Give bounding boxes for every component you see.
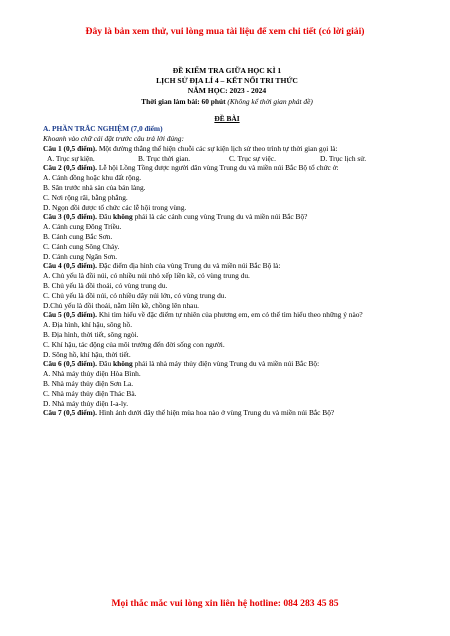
- hotline-banner: Mọi thắc mắc vui lòng xin liên hệ hotline: 084 283 45 85: [111, 598, 339, 609]
- preview-banner: Đây là bản xem thử, vui lòng mua tài liệu để xem chi tiết (có lời giải): [85, 26, 365, 37]
- question-1-options: [43, 154, 411, 164]
- question-text: phải là các cánh cung vùng Trung du và miền núi Bắc Bộ?: [132, 212, 308, 222]
- option[interactable]: A. Địa hình, khí hậu, sông hồ.: [43, 320, 133, 330]
- school-year: NĂM HỌC: 2023 - 2024: [187, 86, 267, 96]
- option[interactable]: C. Trục sự việc.: [229, 153, 276, 163]
- question-label: Câu 2 (0,5 điểm).: [43, 163, 97, 173]
- question-label: Câu 6 (0,5 điểm).: [43, 359, 97, 369]
- question-label: Câu 7 (0,5 điểm).: [43, 408, 97, 418]
- option[interactable]: A. Cánh đồng hoặc khu đất rộng.: [43, 173, 142, 183]
- question-text: Đâu: [97, 212, 114, 222]
- option[interactable]: B. Địa hình, thời tiết, sông ngòi.: [43, 329, 139, 339]
- exam-duration: [43, 97, 411, 107]
- option[interactable]: B. Cánh cung Bắc Sơn.: [43, 231, 113, 241]
- option[interactable]: A. Nhà máy thủy điện Hòa Bình.: [43, 369, 141, 379]
- question-text: phải là nhà máy thủy điện vùng Trung du và miền núi Bắc Bộ:: [132, 359, 320, 369]
- option[interactable]: B. Trục thời gian.: [138, 153, 191, 163]
- question-text: Đặc điểm địa hình của vùng Trung du và miền núi Bắc Bộ là:: [97, 261, 281, 271]
- question-emphasis: không: [113, 359, 133, 369]
- option[interactable]: A. Chủ yếu là đồi núi, có nhiều núi nhỏ xếp liền kề, có vùng trung du.: [43, 271, 250, 281]
- option[interactable]: C. Chủ yếu là đồi núi, có nhiều dãy núi lớn, có vùng trung du.: [43, 290, 227, 300]
- option[interactable]: B. Nhà máy thủy điện Sơn La.: [43, 378, 134, 388]
- document-body: [43, 66, 411, 418]
- question-7: [43, 408, 411, 418]
- question-3: [43, 212, 411, 222]
- subject-title: LỊCH SỬ ĐỊA LÍ 4 – KẾT NỐI TRI THỨC: [156, 76, 298, 86]
- option[interactable]: D. Nhà máy thủy điện I-a-ly.: [43, 398, 129, 408]
- option[interactable]: D.Chủ yếu là đồi thoải, nằm liền kề, chồng lên nhau.: [43, 300, 199, 310]
- option[interactable]: D. Trục lịch sử.: [320, 153, 367, 163]
- instruction: Khoanh vào chữ cái đặt trước câu trả lời đúng:: [43, 134, 184, 143]
- question-6: [43, 359, 411, 369]
- duration-note: (Không kể thời gian phát đề): [227, 96, 313, 106]
- option[interactable]: D. Cánh cung Ngân Sơn.: [43, 251, 118, 261]
- duration-text: Thời gian làm bài: 60 phút: [141, 96, 226, 106]
- question-text: Đâu: [97, 359, 114, 369]
- exam-title: ĐỀ KIỂM TRA GIỮA HỌC KÌ 1: [172, 66, 282, 75]
- question-label: Câu 4 (0,5 điểm).: [43, 261, 97, 271]
- question-label: Câu 3 (0,5 điểm).: [43, 212, 97, 222]
- question-4: [43, 261, 411, 271]
- question-5: [43, 310, 411, 320]
- question-1: [43, 144, 411, 154]
- question-label: Câu 1 (0,5 điểm).: [43, 143, 97, 153]
- question-text: Khi tìm hiểu về đặc điểm tự nhiên của phương em, em có thể tìm hiểu theo những ý nào?: [97, 310, 363, 320]
- question-2: [43, 163, 411, 173]
- option[interactable]: C. Nơi rộng rãi, bằng phẳng.: [43, 192, 128, 202]
- section-a-heading: A. PHẦN TRẮC NGHIỆM (7,0 điểm): [43, 124, 163, 134]
- question-text: Một đường thẳng thể hiện chuỗi các sự kiện lịch sử theo trình tự thời gian gọi là:: [97, 143, 338, 153]
- option[interactable]: D. Sông hồ, khí hậu, thời tiết.: [43, 349, 131, 359]
- option[interactable]: B. Chủ yếu là đồi thoải, có vùng trung du.: [43, 280, 168, 290]
- question-label: Câu 5 (0,5 điểm).: [43, 310, 97, 320]
- option[interactable]: A. Cánh cung Đông Triều.: [43, 222, 122, 232]
- option[interactable]: B. Sân trước nhà sàn của bản làng.: [43, 182, 146, 192]
- question-text: Lễ hội Lồng Tồng được người dân vùng Trung du và miền núi Bắc Bộ tổ chức ở:: [97, 163, 339, 173]
- option[interactable]: C. Nhà máy thủy điện Thác Bà.: [43, 388, 137, 398]
- question-text: Hình ảnh dưới đây thể hiện mùa hoa nào ở vùng Trung du và miền núi Bắc Bộ?: [97, 408, 335, 418]
- option[interactable]: C. Khí hậu, tác động của môi trường đến đời sống con người.: [43, 339, 225, 349]
- section-title: ĐỀ BÀI: [214, 114, 240, 124]
- option[interactable]: D. Ngọn đồi được tổ chức các lễ hội trong vùng.: [43, 202, 187, 212]
- question-emphasis: không: [113, 212, 133, 222]
- option[interactable]: A. Trục sự kiện.: [47, 153, 95, 163]
- option[interactable]: C. Cánh cung Sông Chảy.: [43, 241, 120, 251]
